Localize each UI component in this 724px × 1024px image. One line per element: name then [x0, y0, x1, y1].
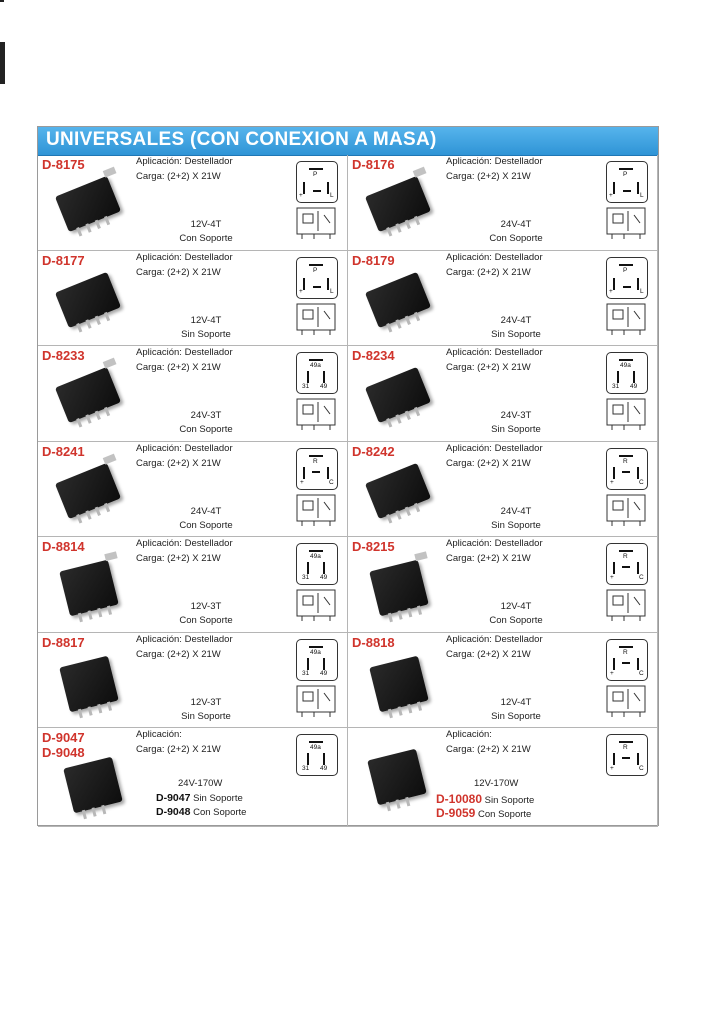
relay-pin: [405, 506, 411, 515]
terminal-label: _: [314, 185, 318, 192]
relay-pin: [85, 510, 91, 519]
relay-pin: [405, 411, 411, 420]
product-code: D-8818: [352, 634, 395, 650]
mounting-bracket: [413, 167, 427, 178]
product-grid: [38, 155, 658, 825]
terminal-bar: [307, 562, 309, 574]
mounting-bracket: [103, 358, 117, 369]
relay-pin: [85, 319, 91, 328]
terminal-label: C: [329, 478, 334, 486]
product-cell: [348, 442, 658, 538]
terminal-layout-diagram: [296, 257, 338, 299]
product-cell: [348, 251, 658, 347]
option-code: D-9047: [156, 792, 191, 804]
terminal-bar: [323, 658, 325, 670]
relay-pin: [414, 311, 420, 320]
terminal-label: P: [313, 171, 318, 178]
terminal-label: 31: [302, 383, 310, 390]
voltage-text: 12V-4T: [500, 601, 532, 612]
relay-pin: [405, 315, 411, 324]
load-text: Carga: (2+2) X 21W: [446, 266, 531, 278]
terminal-label: +: [610, 765, 614, 772]
mount-text: Sin Soporte: [181, 710, 231, 722]
product-cell: [348, 728, 658, 827]
terminal-layout-diagram: [296, 448, 338, 490]
relay-photo: [55, 462, 121, 518]
application-text: Aplicación:: [446, 729, 492, 740]
terminal-bar: [633, 371, 635, 383]
terminal-label: _: [624, 185, 628, 192]
terminal-bar: [307, 658, 309, 670]
voltage-text: 24V-4T: [190, 505, 222, 517]
terminal-label: +: [610, 574, 614, 581]
terminal-bar: [309, 455, 323, 457]
load-text: Carga: (2+2) X 21W: [446, 457, 531, 469]
application-text: Aplicación: Destellador: [136, 156, 233, 167]
relay-pin: [97, 608, 102, 617]
product-code: D-8177: [42, 252, 85, 268]
relay-photo: [365, 176, 431, 232]
relay-pin: [386, 418, 392, 427]
wiring-schematic: [604, 301, 648, 337]
voltage-text: 24V-4T: [500, 314, 532, 326]
terminal-bar: [303, 467, 305, 479]
product-cell: [38, 633, 348, 729]
wiring-schematic: [294, 301, 338, 337]
application-text: Aplicación: Destellador: [446, 633, 543, 645]
option-con-soporte: [156, 806, 246, 818]
terminal-label: +: [610, 478, 614, 486]
terminal-layout-diagram: [606, 734, 648, 776]
option-label: Con Soporte: [193, 807, 247, 818]
terminal-bar: [312, 471, 320, 473]
terminal-bar: [619, 741, 633, 743]
relay-pin: [395, 319, 401, 328]
load-text: Carga: (2+2) X 21W: [446, 171, 531, 182]
wiring-schematic: [604, 205, 648, 241]
product-code: D-8176: [352, 157, 395, 172]
terminal-label: +: [299, 192, 303, 199]
application-text: Aplicación: Destellador: [446, 347, 543, 358]
voltage-text: 24V-4T: [500, 219, 532, 230]
load-text: Carga: (2+2) X 21W: [136, 266, 221, 278]
wiring-schematic: [294, 683, 338, 719]
product-code: D-8241: [42, 443, 85, 459]
terminal-bar: [613, 182, 615, 194]
application-text: Aplicación: Destellador: [446, 156, 543, 167]
product-code: D-8234: [352, 348, 395, 363]
relay-pin: [104, 407, 110, 416]
terminal-label: 49: [320, 574, 328, 581]
terminal-label: +: [609, 287, 613, 295]
relay-pin: [76, 514, 82, 523]
relay-pin: [414, 216, 420, 225]
option-con-soporte: [436, 806, 531, 820]
product-cell: [38, 537, 348, 633]
option-label: Con Soporte: [478, 809, 532, 820]
load-text: Carga: (2+2) X 21W: [446, 648, 531, 660]
terminal-label: L: [640, 192, 644, 199]
product-cell: [348, 155, 658, 251]
wiring-schematic: [604, 492, 648, 528]
relay-pin: [95, 315, 101, 324]
voltage-text: 12V-4T: [190, 314, 222, 326]
terminal-layout-diagram: [606, 639, 648, 681]
voltage-text: 24V-3T: [500, 410, 532, 421]
terminal-label: P: [623, 266, 628, 274]
terminal-bar: [613, 278, 615, 290]
option-label: Sin Soporte: [193, 793, 243, 804]
option-sin-soporte: [156, 792, 243, 804]
wiring-schematic: [294, 492, 338, 528]
option-sin-soporte: [436, 792, 534, 806]
option-code: D-10080: [436, 792, 483, 806]
load-text: Carga: (2+2) X 21W: [136, 553, 221, 564]
mounting-bracket: [104, 551, 117, 561]
relay-pin: [395, 223, 401, 232]
terminal-bar: [622, 566, 630, 568]
mount-text: Con Soporte: [489, 615, 543, 626]
mount-text: Sin Soporte: [491, 710, 541, 722]
terminal-bar: [637, 278, 639, 290]
mount-text: Sin Soporte: [491, 519, 541, 531]
application-text: Aplicación: Destellador: [446, 251, 543, 263]
terminal-label: C: [639, 669, 644, 677]
terminal-bar: [309, 264, 323, 266]
terminal-bar: [307, 371, 309, 383]
relay-pin: [101, 805, 106, 814]
relay-pin: [417, 605, 422, 614]
terminal-label: _: [624, 280, 628, 288]
relay-pin: [417, 701, 422, 710]
relay-photo: [369, 655, 429, 712]
product-code: D-8817: [42, 634, 85, 650]
terminal-label: C: [639, 478, 644, 486]
terminal-bar: [327, 278, 329, 290]
terminal-label: 49a: [310, 362, 321, 369]
terminal-bar: [637, 658, 639, 670]
voltage-text: 24V-4T: [500, 505, 532, 517]
load-text: Carga: (2+2) X 21W: [136, 171, 221, 182]
terminal-bar: [613, 467, 615, 479]
relay-pin: [104, 216, 110, 225]
terminal-bar: [309, 359, 323, 361]
relay-pin: [396, 799, 401, 808]
terminal-bar: [307, 753, 309, 765]
terminal-bar: [622, 662, 630, 664]
terminal-bar: [327, 182, 329, 194]
option-code: D-9048: [156, 806, 191, 818]
product-cell: [38, 442, 348, 538]
product-code: D-9048: [42, 745, 85, 760]
relay-pin: [85, 414, 91, 423]
application-text: Aplicación:: [136, 729, 182, 740]
terminal-label: P: [623, 171, 628, 178]
terminal-bar: [637, 182, 639, 194]
terminal-bar: [613, 562, 615, 574]
terminal-layout-diagram: [296, 352, 338, 394]
terminal-label: 49: [320, 765, 328, 772]
terminal-bar: [303, 182, 305, 194]
voltage-text: 12V-3T: [190, 601, 222, 612]
section-banner: [38, 127, 658, 156]
mounting-bracket: [414, 551, 427, 561]
terminal-bar: [619, 646, 633, 648]
relay-pin: [414, 407, 420, 416]
terminal-label: +: [299, 287, 303, 295]
relay-pin: [85, 223, 91, 232]
terminal-label: C: [639, 574, 644, 581]
voltage-text: 12V-170W: [474, 778, 519, 789]
voltage-text: 12V-4T: [500, 696, 532, 708]
application-text: Aplicación: Destellador: [136, 347, 233, 358]
terminal-bar: [637, 753, 639, 765]
relay-pin: [78, 613, 83, 622]
load-text: Carga: (2+2) X 21W: [136, 744, 221, 755]
product-code: D-8179: [352, 252, 395, 268]
relay-pin: [76, 323, 82, 332]
relay-photo: [367, 749, 427, 806]
relay-pin: [76, 227, 82, 236]
terminal-label: _: [314, 280, 318, 288]
mount-text: Sin Soporte: [491, 328, 541, 340]
terminal-bar: [619, 359, 633, 361]
application-text: Aplicación: Destellador: [136, 442, 233, 454]
relay-pin: [386, 514, 392, 523]
wiring-schematic: [604, 683, 648, 719]
mounting-bracket: [103, 167, 117, 178]
terminal-layout-diagram: [296, 639, 338, 681]
relay-pin: [78, 708, 83, 717]
terminal-bar: [323, 753, 325, 765]
relay-pin: [88, 610, 93, 619]
product-code: D-8233: [42, 348, 85, 363]
terminal-bar: [619, 455, 633, 457]
mount-text: Sin Soporte: [181, 328, 231, 340]
terminal-bar: [303, 278, 305, 290]
terminal-label: +: [609, 192, 613, 199]
terminal-label: R: [313, 457, 318, 465]
relay-pin: [386, 227, 392, 236]
terminal-label: 49: [320, 383, 328, 390]
relay-pin: [386, 802, 391, 811]
option-label: Sin Soporte: [484, 795, 535, 806]
relay-pin: [407, 703, 412, 712]
wiring-schematic: [604, 396, 648, 432]
mount-text: Con Soporte: [179, 233, 233, 244]
terminal-bar: [327, 467, 329, 479]
section-title: UNIVERSALES (CON CONEXION A MASA): [46, 129, 437, 150]
relay-pin: [395, 414, 401, 423]
terminal-bar: [619, 550, 633, 552]
relay-photo: [55, 367, 121, 423]
relay-pin: [104, 502, 110, 511]
relay-pin: [388, 708, 393, 717]
terminal-label: 49a: [310, 744, 321, 751]
relay-pin: [405, 220, 411, 229]
relay-pin: [407, 608, 412, 617]
terminal-bar: [622, 471, 630, 473]
edge-mark: [0, 0, 4, 2]
terminal-label: R: [623, 457, 628, 465]
terminal-label: 31: [302, 765, 310, 772]
product-code: D-9047: [42, 730, 85, 745]
terminal-label: 49: [320, 669, 328, 677]
terminal-label: R: [623, 648, 628, 656]
wiring-schematic: [294, 205, 338, 241]
voltage-text: 12V-4T: [190, 219, 222, 230]
relay-pin: [414, 502, 420, 511]
terminal-bar: [323, 562, 325, 574]
relay-photo: [365, 462, 431, 518]
terminal-layout-diagram: [606, 543, 648, 585]
load-text: Carga: (2+2) X 21W: [136, 362, 221, 373]
product-cell: [348, 346, 658, 442]
product-cell: [38, 346, 348, 442]
terminal-layout-diagram: [296, 161, 338, 203]
wiring-schematic: [294, 587, 338, 623]
product-cell: [348, 537, 658, 633]
voltage-text: 24V-170W: [178, 778, 223, 789]
terminal-label: 31: [302, 574, 310, 581]
terminal-label: P: [313, 266, 318, 274]
relay-pin: [104, 311, 110, 320]
terminal-label: 49: [630, 383, 638, 390]
product-code: D-8814: [42, 539, 85, 554]
wiring-schematic: [294, 396, 338, 432]
terminal-bar: [309, 741, 323, 743]
relay-pin: [92, 807, 97, 816]
product-cell: [38, 155, 348, 251]
product-cell: [348, 633, 658, 729]
terminal-layout-diagram: [296, 543, 338, 585]
relay-pin: [82, 810, 87, 819]
terminal-bar: [613, 753, 615, 765]
relay-photo: [55, 176, 121, 232]
mount-text: Con Soporte: [179, 519, 233, 531]
binding-edge-bar: [0, 42, 5, 84]
application-text: Aplicación: Destellador: [446, 442, 543, 454]
relay-pin: [388, 613, 393, 622]
relay-pin: [398, 610, 403, 619]
terminal-layout-diagram: [606, 448, 648, 490]
terminal-bar: [309, 550, 323, 552]
terminal-bar: [309, 168, 323, 170]
mounting-bracket: [103, 453, 117, 464]
mount-text: Sin Soporte: [491, 424, 541, 435]
relay-photo: [63, 757, 123, 814]
relay-photo: [369, 560, 429, 617]
terminal-label: L: [330, 192, 334, 199]
relay-pin: [88, 706, 93, 715]
terminal-label: +: [300, 478, 304, 486]
relay-pin: [95, 411, 101, 420]
terminal-layout-diagram: [606, 161, 648, 203]
terminal-bar: [617, 371, 619, 383]
application-text: Aplicación: Destellador: [136, 538, 233, 549]
load-text: Carga: (2+2) X 21W: [446, 553, 531, 564]
relay-pin: [395, 510, 401, 519]
load-text: Carga: (2+2) X 21W: [136, 457, 221, 469]
product-code: D-8242: [352, 443, 395, 459]
terminal-layout-diagram: [606, 257, 648, 299]
terminal-bar: [613, 658, 615, 670]
mount-text: Con Soporte: [489, 233, 543, 244]
wiring-schematic: [604, 587, 648, 623]
application-text: Aplicación: Destellador: [446, 538, 543, 549]
terminal-bar: [637, 562, 639, 574]
relay-pin: [97, 703, 102, 712]
voltage-text: 24V-3T: [190, 410, 222, 421]
relay-pin: [405, 797, 410, 806]
terminal-label: 49a: [310, 648, 321, 656]
option-code: D-9059: [436, 806, 476, 820]
relay-pin: [386, 323, 392, 332]
terminal-layout-diagram: [606, 352, 648, 394]
product-cell: [38, 728, 348, 827]
terminal-label: L: [330, 287, 334, 295]
relay-photo: [59, 560, 119, 617]
relay-photo: [365, 271, 431, 327]
relay-pin: [107, 701, 112, 710]
terminal-bar: [309, 646, 323, 648]
relay-photo: [59, 655, 119, 712]
relay-pin: [95, 220, 101, 229]
terminal-label: 31: [302, 669, 310, 677]
terminal-bar: [637, 467, 639, 479]
relay-photo: [365, 367, 431, 423]
mount-text: Con Soporte: [179, 424, 233, 435]
relay-pin: [95, 506, 101, 515]
terminal-bar: [622, 757, 630, 759]
voltage-text: 12V-3T: [190, 696, 222, 708]
application-text: Aplicación: Destellador: [136, 633, 233, 645]
terminal-label: L: [640, 287, 644, 295]
catalog-section: [37, 126, 659, 826]
terminal-label: C: [639, 765, 644, 772]
terminal-label: 49a: [620, 362, 631, 369]
relay-photo: [55, 271, 121, 327]
product-cell: [38, 251, 348, 347]
terminal-bar: [619, 168, 633, 170]
relay-pin: [107, 605, 112, 614]
product-code: D-8175: [42, 157, 85, 172]
terminal-layout-diagram: [296, 734, 338, 776]
load-text: Carga: (2+2) X 21W: [136, 648, 221, 660]
mount-text: Con Soporte: [179, 615, 233, 626]
load-text: Carga: (2+2) X 21W: [446, 362, 531, 373]
relay-pin: [76, 418, 82, 427]
relay-pin: [398, 706, 403, 715]
terminal-label: +: [610, 669, 614, 677]
load-text: Carga: (2+2) X 21W: [446, 744, 531, 755]
terminal-label: R: [623, 744, 628, 751]
terminal-bar: [323, 371, 325, 383]
application-text: Aplicación: Destellador: [136, 251, 233, 263]
terminal-label: 49a: [310, 553, 321, 560]
terminal-bar: [619, 264, 633, 266]
terminal-label: 31: [612, 383, 620, 390]
product-code: D-8215: [352, 539, 395, 554]
terminal-label: R: [623, 553, 628, 560]
